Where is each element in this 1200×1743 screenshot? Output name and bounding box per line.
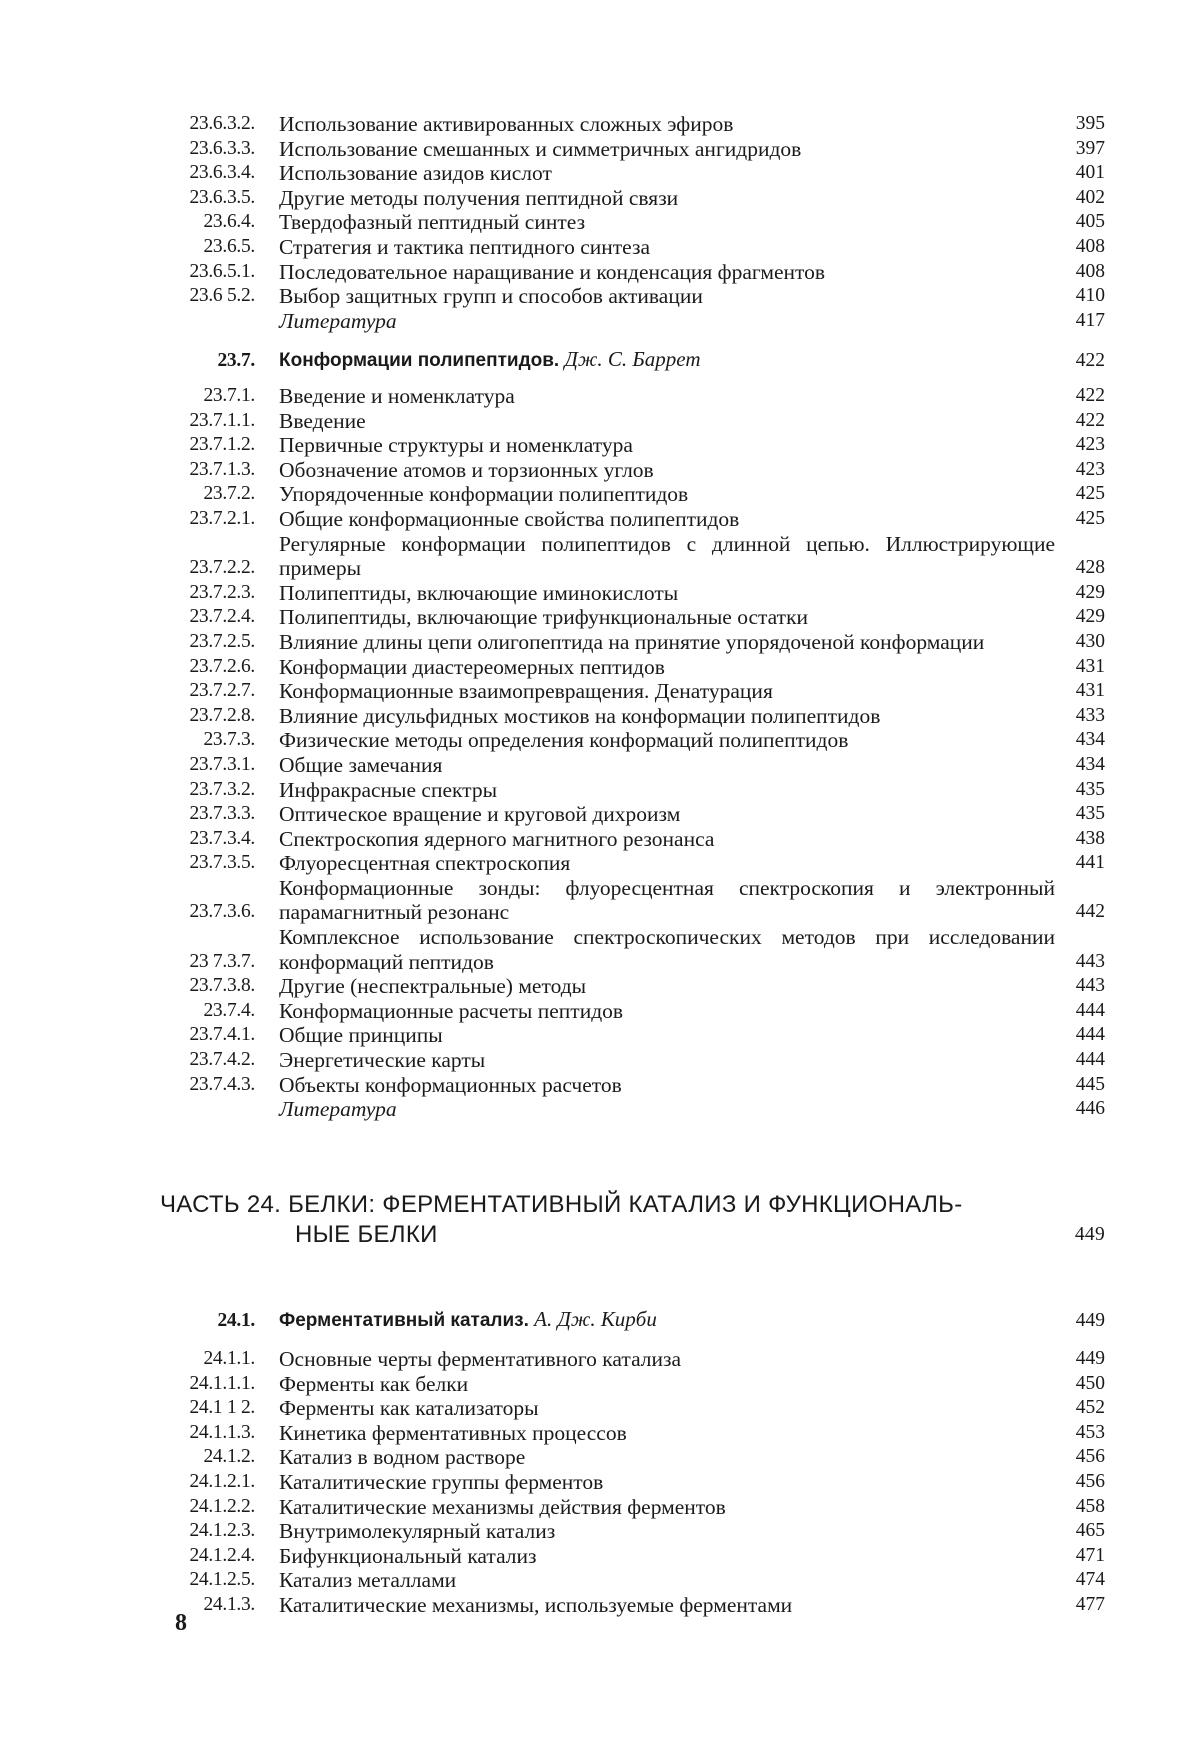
part-title-line2: НЫЕ БЕЛКИ [295, 1221, 438, 1248]
entry-page: 405 [1075, 211, 1105, 233]
entry-number: 23.7.1.2. [189, 434, 255, 456]
toc-entry [160, 753, 1105, 778]
toc-entry [160, 532, 1105, 581]
entry-page: 471 [1075, 1544, 1105, 1566]
entry-number: 23.6.3.4. [189, 162, 255, 184]
entry-page: 435 [1075, 778, 1105, 800]
entry-page: 456 [1075, 1446, 1105, 1468]
toc-section-heading [160, 1305, 1105, 1335]
entry-title: Полипептиды, включающие трифункциональные остатки [279, 605, 809, 630]
entry-page: 431 [1075, 655, 1105, 677]
entry-number: 24.1.3. [203, 1593, 255, 1615]
entry-title: Другие методы получения пептидной связи [279, 185, 679, 210]
entry-page: 428 [1075, 557, 1105, 579]
entry-title: Общие принципы [279, 1023, 443, 1048]
entry-title: Полипептиды, включающие иминокислоты [279, 580, 679, 605]
toc-entry [160, 827, 1105, 852]
entry-page: 422 [1075, 385, 1105, 406]
section-author: Дж. С. Баррет [564, 347, 701, 371]
entry-page: 425 [1075, 483, 1105, 505]
entry-page: 444 [1075, 999, 1105, 1021]
entry-number: 23.7.4.1. [189, 1024, 255, 1046]
entry-page: 446 [1075, 1098, 1105, 1120]
entry-page: 410 [1075, 285, 1105, 307]
toc-entry [160, 210, 1105, 235]
entry-number: 23.6.3.5. [189, 186, 255, 208]
entry-page: 422 [1075, 409, 1105, 431]
toc-entry [160, 1048, 1105, 1073]
entry-title: Объекты конформационных расчетов [279, 1072, 622, 1097]
page-number: 8 [175, 1610, 187, 1636]
entry-number: 24.1.2.3. [189, 1520, 255, 1542]
entry-title: Конформационные взаимопревращения. Денатурация [279, 679, 773, 704]
toc-entry [160, 409, 1105, 434]
entry-number: 23.7.4. [203, 999, 255, 1021]
entry-number: 23.7.2. [203, 483, 255, 505]
toc-section-heading [160, 345, 1105, 375]
entry-title: Катализ в водном растворе [279, 1445, 526, 1470]
entry-number: 23.6.3.2. [189, 113, 255, 134]
toc-entry [160, 1073, 1105, 1098]
entry-page: 435 [1075, 803, 1105, 825]
entry-title: Литература [279, 1097, 397, 1122]
entry-page: 458 [1075, 1495, 1105, 1517]
toc-entry [160, 876, 1105, 925]
section-title [279, 345, 1055, 375]
entry-title: Ферменты как белки [279, 1371, 469, 1396]
entry-title: Другие (неспектральные) методы [279, 974, 587, 999]
entry-title: Общие замечания [279, 752, 443, 777]
toc-entry [160, 1470, 1105, 1495]
entry-number: 23.7.3.2. [189, 778, 255, 800]
entry-page: 408 [1075, 260, 1105, 282]
entry-title: Кинетика ферментативных процессов [279, 1420, 627, 1445]
entry-number: 23.7.2.4. [189, 606, 255, 628]
section-number: 24.1. [217, 1310, 255, 1331]
toc-entry [160, 137, 1105, 162]
entry-title: Ферменты как катализаторы [279, 1396, 539, 1421]
entry-page: 434 [1075, 729, 1105, 751]
entry-title: Твердофазный пептидный синтез [279, 210, 586, 235]
entry-title: Выбор защитных групп и способов активации [279, 284, 703, 309]
entry-number: 23.7.2.2. [189, 557, 255, 579]
entry-title: Первичные структуры и номенклатура [279, 433, 633, 458]
toc-entry [160, 1372, 1105, 1397]
entry-page: 441 [1075, 852, 1105, 874]
toc-entry [160, 482, 1105, 507]
entry-number: 23.7.3. [203, 729, 255, 751]
toc-entry [160, 186, 1105, 211]
entry-title: Физические методы определения конформаций полипептидов [279, 728, 849, 753]
toc-entry [160, 778, 1105, 803]
entry-number: 23.7.3.4. [189, 827, 255, 849]
entry-page: 443 [1075, 950, 1105, 972]
toc-block-24-1 [160, 1347, 1105, 1618]
entry-page: 445 [1075, 1073, 1105, 1095]
entry-title: Использование смешанных и симметричных ангидридов [279, 136, 802, 161]
toc-entry [160, 112, 1105, 137]
part-title-line1: ЧАСТЬ 24. БЕЛКИ: ФЕРМЕНТАТИВНЫЙ КАТАЛИЗ И ФУНКЦИОНАЛЬ- [160, 1191, 963, 1218]
toc-entry-literature [160, 309, 1105, 334]
section-heading-23-7 [160, 345, 1105, 375]
entry-page: 434 [1075, 753, 1105, 775]
entry-title: Общие конформационные свойства полипептидов [279, 506, 740, 531]
toc-entry [160, 1593, 1105, 1618]
entry-title: Внутримолекулярный катализ [279, 1519, 556, 1544]
toc-entry [160, 1445, 1105, 1470]
toc-entry [160, 999, 1105, 1024]
toc-entry-literature [160, 1097, 1105, 1122]
entry-number: 23.7.1. [203, 385, 255, 406]
toc-entry [160, 655, 1105, 680]
entry-number: 23.7.3.6. [189, 901, 255, 923]
entry-page: 431 [1075, 680, 1105, 702]
entry-title: Комплексное использование спектроскопических методов при исследовании конформаций пептидов [279, 925, 1055, 974]
toc-entry [160, 507, 1105, 532]
entry-page: 465 [1075, 1520, 1105, 1542]
entry-number: 24.1.2. [203, 1446, 255, 1468]
entry-page: 444 [1075, 1024, 1105, 1046]
entry-title: Конформационные расчеты пептидов [279, 998, 624, 1023]
toc-entry [160, 433, 1105, 458]
entry-title: Упорядоченные конформации полипептидов [279, 482, 689, 507]
toc-block-23-6 [160, 112, 1105, 333]
toc-entry [160, 284, 1105, 309]
entry-page: 429 [1075, 581, 1105, 603]
entry-number: 24.1.2.2. [189, 1495, 255, 1517]
entry-title: Использование азидов кислот [279, 161, 552, 186]
section-number: 23.7. [217, 350, 255, 371]
section-title-text: Ферментативный катализ. [279, 1310, 529, 1331]
entry-title: Инфракрасные спектры [279, 777, 498, 802]
entry-title: Каталитические механизмы, используемые ферментами [279, 1592, 793, 1617]
section-title [279, 1305, 1055, 1335]
entry-page: 408 [1075, 235, 1105, 257]
entry-title: Катализ металлами [279, 1568, 457, 1593]
entry-number: 23.6.3.3. [189, 137, 255, 159]
section-page: 449 [1075, 1310, 1105, 1331]
entry-number: 23.7.2.3. [189, 581, 255, 603]
entry-number: 23.7.3.8. [189, 975, 255, 997]
entry-title: Обозначение атомов и торзионных углов [279, 457, 654, 482]
entry-title: Использование активированных сложных эфиров [279, 112, 734, 136]
entry-page: 425 [1075, 507, 1105, 529]
entry-page: 452 [1075, 1397, 1105, 1419]
toc-entry [160, 235, 1105, 260]
toc-entry [160, 384, 1105, 409]
toc-entry [160, 161, 1105, 186]
entry-title: Последовательное наращивание и конденсация фрагментов [279, 259, 826, 284]
entry-number: 24.1.1.3. [189, 1421, 255, 1443]
entry-number: 23.7.1.1. [189, 409, 255, 431]
toc-entry [160, 925, 1105, 974]
toc-entry [160, 704, 1105, 729]
entry-number: 23.7.2.7. [189, 680, 255, 702]
entry-page: 453 [1075, 1421, 1105, 1443]
entry-number: 24.1.2.1. [189, 1470, 255, 1492]
toc-entry [160, 1519, 1105, 1544]
toc-entry [160, 974, 1105, 999]
entry-title: Оптическое вращение и круговой дихроизм [279, 802, 681, 827]
entry-page: 456 [1075, 1470, 1105, 1492]
entry-page: 397 [1075, 137, 1105, 159]
toc-entry [160, 605, 1105, 630]
toc-entry [160, 728, 1105, 753]
entry-title: Влияние длины цепи олигопептида на принятие упорядоченой конформации [279, 629, 985, 654]
entry-page: 442 [1075, 901, 1105, 923]
toc-entry [160, 458, 1105, 483]
entry-number: 24.1.2.4. [189, 1544, 255, 1566]
toc-entry [160, 260, 1105, 285]
entry-page: 444 [1075, 1049, 1105, 1071]
entry-page: 474 [1075, 1569, 1105, 1591]
entry-number: 23.7.4.3. [189, 1073, 255, 1095]
entry-number: 24.1.2.5. [189, 1569, 255, 1591]
entry-title: Энергетические карты [279, 1048, 486, 1073]
entry-page: 438 [1075, 827, 1105, 849]
toc-entry [160, 630, 1105, 655]
entry-title: Флуоресцентная спектроскопия [279, 851, 571, 876]
entry-number: 24.1.1.1. [189, 1372, 255, 1394]
section-author: А. Дж. Кирби [534, 1307, 657, 1331]
entry-title: Стратегия и тактика пептидного синтеза [279, 234, 651, 259]
entry-title: Литература [279, 308, 397, 333]
entry-title: Основные черты ферментативного катализа [279, 1347, 682, 1371]
section-heading-24-1 [160, 1305, 1105, 1335]
toc-block-23-7 [160, 384, 1105, 1122]
toc-entry [160, 802, 1105, 827]
entry-title: Конформации диастереомерных пептидов [279, 654, 665, 679]
entry-page: 401 [1075, 162, 1105, 184]
toc-entry [160, 1396, 1105, 1421]
entry-title: Каталитические механизмы действия ферментов [279, 1494, 726, 1519]
part-24-heading [160, 1190, 1105, 1250]
entry-page: 450 [1075, 1372, 1105, 1394]
toc-entry [160, 1347, 1105, 1372]
entry-title: Каталитические группы ферментов [279, 1469, 604, 1494]
entry-page: 423 [1075, 434, 1105, 456]
entry-title: Конформационные зонды: флуоресцентная спектроскопия и электронный парамагнитный резонанс [279, 875, 1055, 925]
entry-number: 24.1.1. [203, 1348, 255, 1369]
entry-number: 24.1 1 2. [189, 1397, 255, 1419]
entry-page: 433 [1075, 704, 1105, 726]
entry-title: Спектроскопия ядерного магнитного резонанса [279, 826, 715, 851]
toc-entry [160, 1421, 1105, 1446]
entry-title: Регулярные конформации полипептидов с длинной цепью. Иллюстрирующие примеры [279, 531, 1055, 581]
entry-number: 23.7.2.1. [189, 507, 255, 529]
toc-entry [160, 1495, 1105, 1520]
toc-entry [160, 581, 1105, 606]
entry-number: 23.7.3.3. [189, 803, 255, 825]
entry-number: 23.6.5.1. [189, 260, 255, 282]
toc-entry [160, 1023, 1105, 1048]
entry-page: 430 [1075, 630, 1105, 652]
entry-number: 23.7.1.3. [189, 458, 255, 480]
entry-page: 477 [1075, 1593, 1105, 1615]
entry-title: Влияние дисульфидных мостиков на конформации полипептидов [279, 703, 881, 728]
entry-page: 449 [1075, 1348, 1105, 1369]
toc-entry [160, 679, 1105, 704]
entry-page: 402 [1075, 186, 1105, 208]
section-title-text: Конформации полипептидов. [279, 350, 560, 371]
entry-title: Бифункциональный катализ [279, 1543, 537, 1568]
toc-entry [160, 1568, 1105, 1593]
entry-page: 417 [1075, 309, 1105, 331]
toc-entry [160, 851, 1105, 876]
entry-number: 23.7.2.5. [189, 630, 255, 652]
entry-number: 23.6.5. [203, 235, 255, 257]
entry-number: 23.7.3.5. [189, 852, 255, 874]
entry-number: 23.6.4. [203, 211, 255, 233]
part-page: 449 [1074, 1224, 1105, 1245]
entry-page: 429 [1075, 606, 1105, 628]
section-page: 422 [1075, 350, 1105, 371]
entry-number: 23 7.3.7. [189, 950, 255, 972]
entry-page: 395 [1075, 113, 1105, 134]
entry-title: Введение [279, 408, 366, 433]
entry-number: 23.6 5.2. [189, 285, 255, 307]
toc-entry [160, 1544, 1105, 1569]
entry-page: 443 [1075, 975, 1105, 997]
entry-title: Введение и номенклатура [279, 384, 515, 408]
part-title-line2-row [160, 1220, 1105, 1250]
entry-number: 23.7.4.2. [189, 1049, 255, 1071]
entry-number: 23.7.3.1. [189, 753, 255, 775]
entry-number: 23.7.2.8. [189, 704, 255, 726]
entry-number: 23.7.2.6. [189, 655, 255, 677]
entry-page: 423 [1075, 458, 1105, 480]
